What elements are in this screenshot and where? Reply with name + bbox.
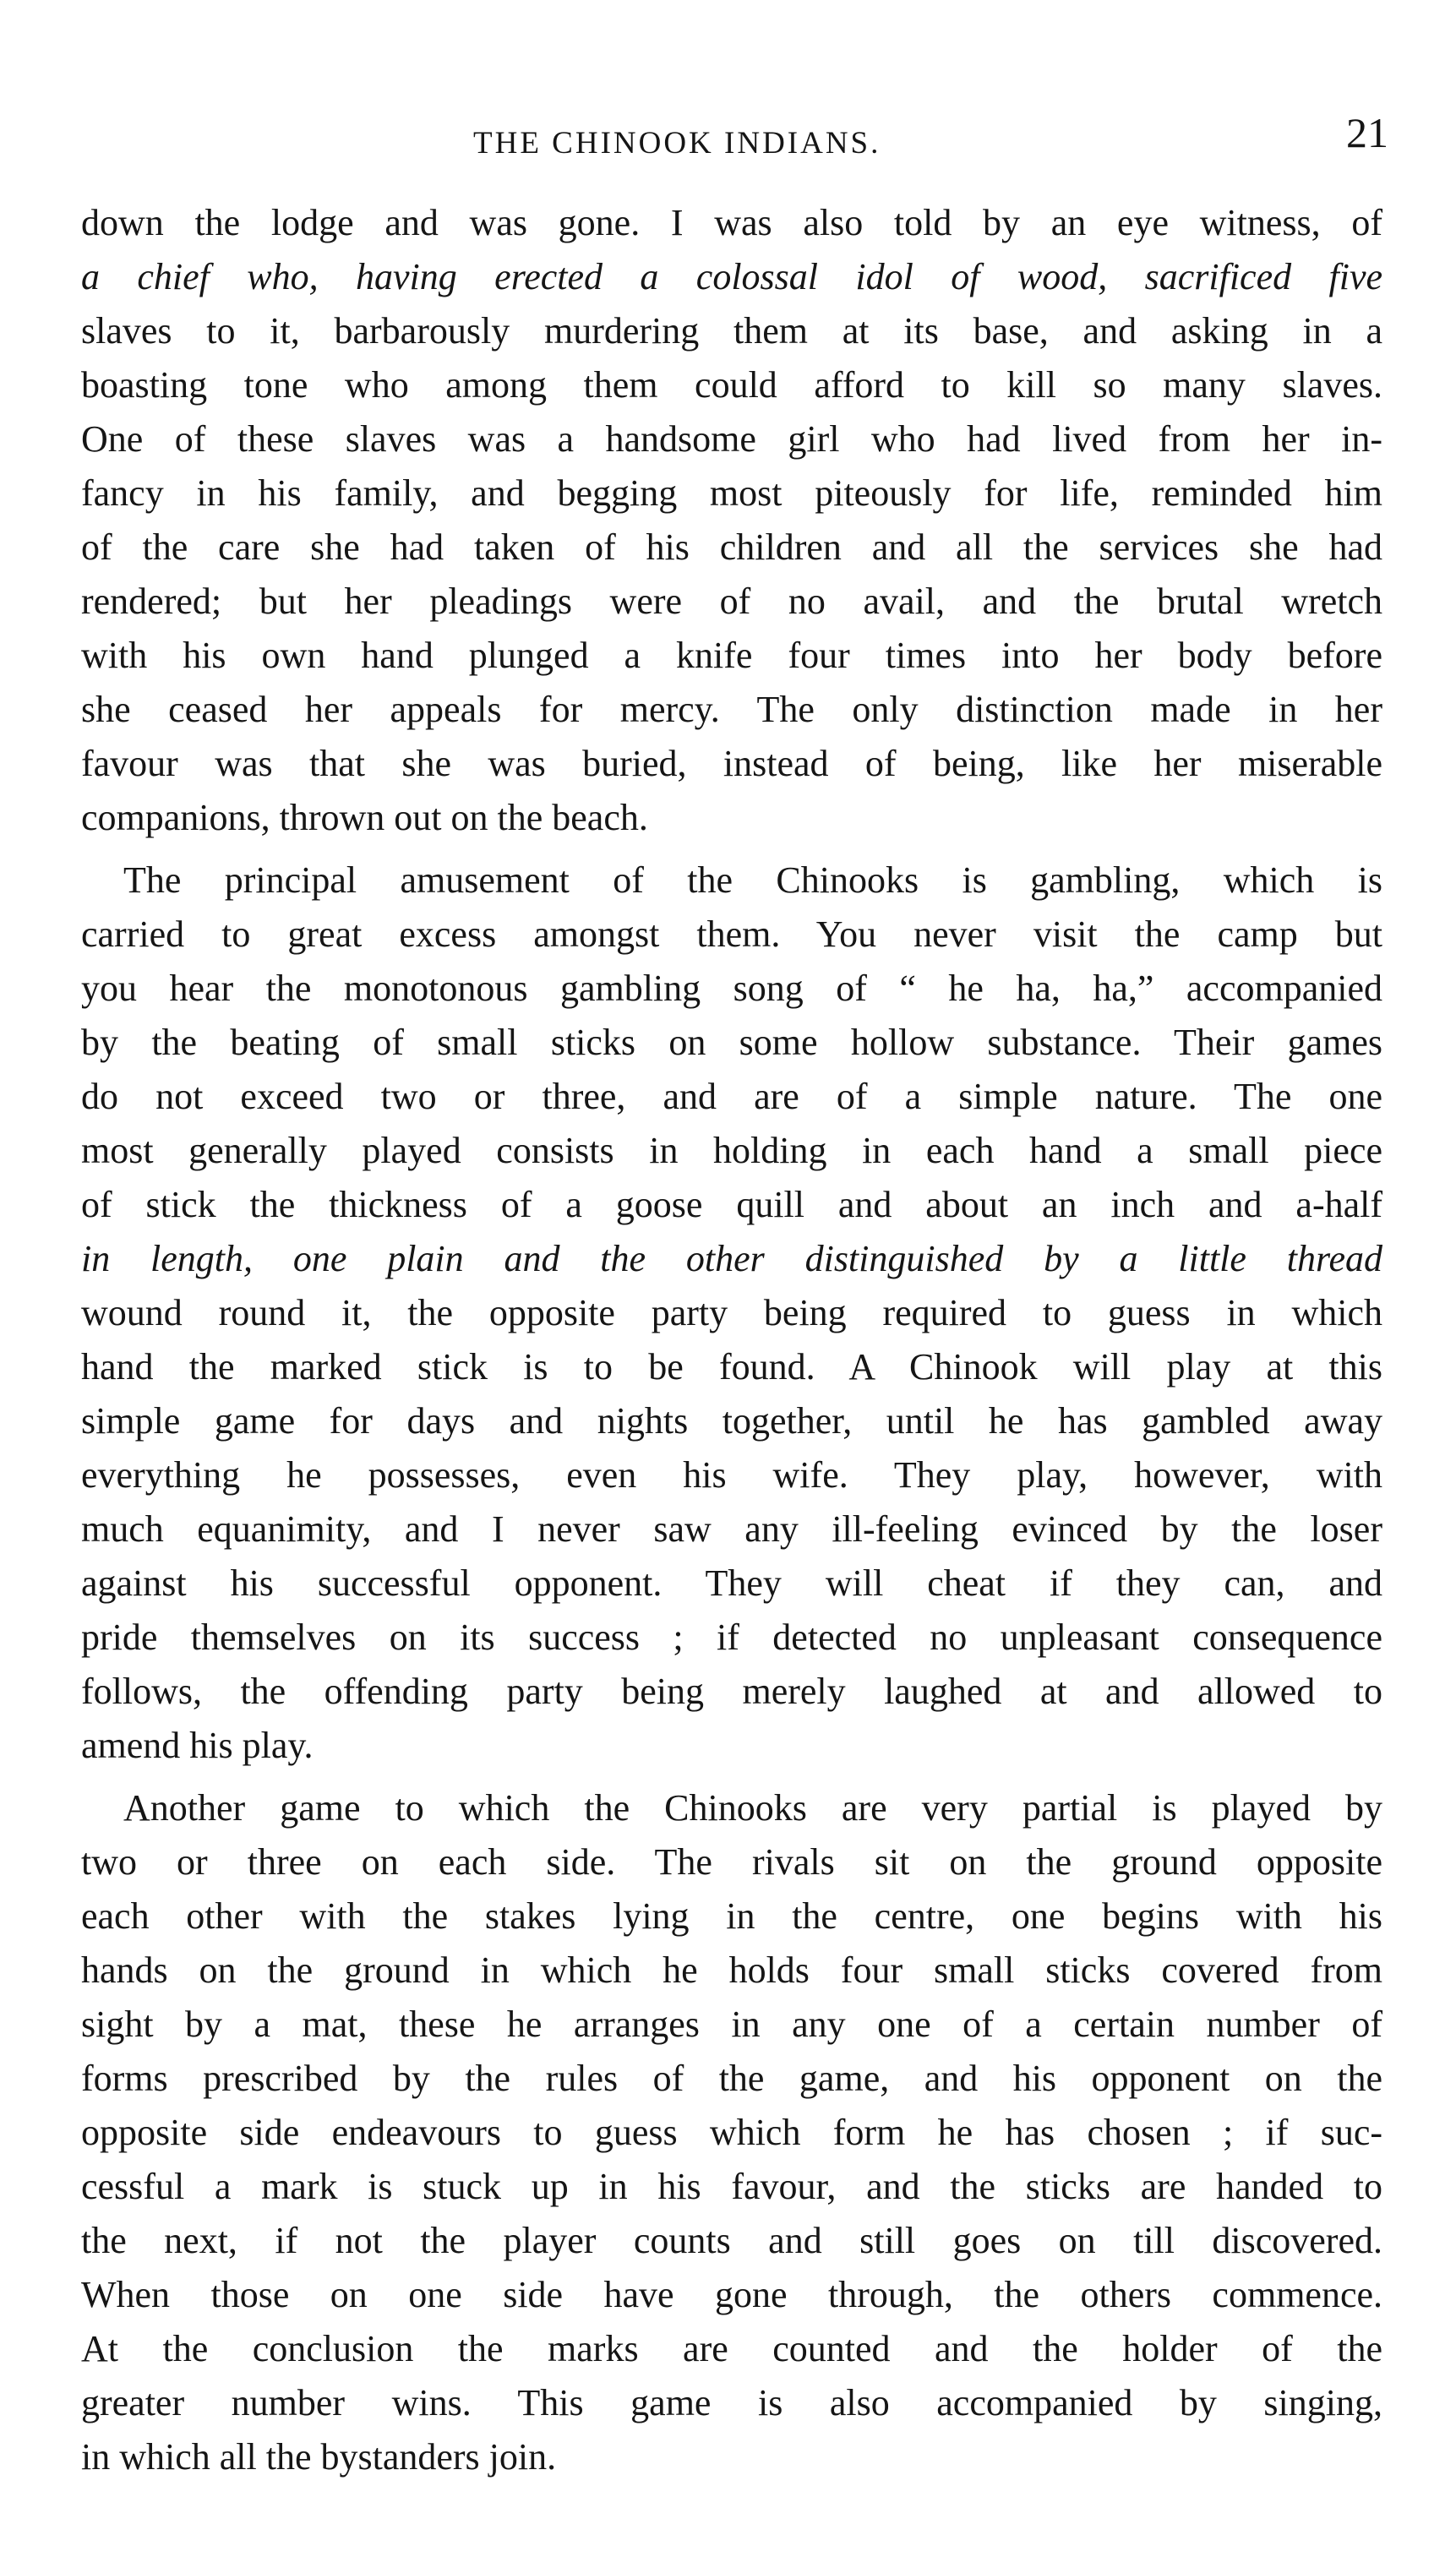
- text-line: wound round it, the opposite party being required to guess in which: [81, 1292, 1382, 1333]
- text-line: with his own hand plunged a knife four times into her body before: [81, 635, 1382, 676]
- running-title: THE CHINOOK INDIANS.: [473, 126, 881, 161]
- text-line: she ceased her appeals for mercy. The only distinction made in her: [81, 689, 1382, 730]
- text-line: favour was that she was buried, instead of being, like her miserable: [81, 743, 1382, 784]
- text-line: pride themselves on its success ; if detected no unpleasant consequence: [81, 1617, 1382, 1658]
- text-line: One of these slaves was a handsome girl who had lived from her in-: [81, 418, 1382, 460]
- text-line: When those on one side have gone through, the others commence.: [81, 2274, 1382, 2315]
- text-line: two or three on each side. The rivals sit on the ground opposite: [81, 1841, 1382, 1883]
- text-line: hand the marked stick is to be found. A Chinook will play at this: [81, 1346, 1382, 1388]
- text-line: each other with the stakes lying in the centre, one begins with his: [81, 1895, 1382, 1937]
- paragraph: [81, 196, 1382, 845]
- text-line: of the care she had taken of his children and all the services she had: [81, 526, 1382, 568]
- text-line: by the beating of small sticks on some hollow substance. Their games: [81, 1022, 1382, 1063]
- text-line: simple game for days and nights together, until he has gambled away: [81, 1400, 1382, 1442]
- text-line: the next, if not the player counts and still goes on till discovered.: [81, 2220, 1382, 2261]
- text-line: carried to great excess amongst them. You never visit the camp but: [81, 913, 1382, 955]
- text-line: fancy in his family, and begging most piteously for life, reminded him: [81, 472, 1382, 514]
- text-line: of stick the thickness of a goose quill and about an inch and a-half: [81, 1184, 1382, 1225]
- text-line: against his successful opponent. They will cheat if they can, and: [81, 1562, 1382, 1604]
- text-line: hands on the ground in which he holds four small sticks covered from: [81, 1949, 1382, 1991]
- text-line: in which all the bystanders join.: [81, 2436, 557, 2478]
- text-line: a chief who, having erected a colossal idol of wood, sacrificed five: [81, 256, 1382, 297]
- text-line: The principal amusement of the Chinooks is gambling, which is: [123, 859, 1382, 901]
- text-line: cessful a mark is stuck up in his favour, and the sticks are handed to: [81, 2166, 1382, 2207]
- text-line: do not exceed two or three, and are of a simple nature. The one: [81, 1076, 1382, 1117]
- text-line: follows, the offending party being merely laughed at and allowed to: [81, 1671, 1382, 1712]
- text-line: in length, one plain and the other distinguished by a little thread: [81, 1238, 1382, 1279]
- text-line: companions, thrown out on the beach.: [81, 797, 648, 838]
- text-line: Another game to which the Chinooks are very partial is played by: [123, 1787, 1382, 1829]
- text-line: At the conclusion the marks are counted and the holder of the: [81, 2328, 1382, 2369]
- text-line: you hear the monotonous gambling song of “ he ha, ha,” accompanied: [81, 968, 1382, 1009]
- text-line: amend his play.: [81, 1725, 314, 1766]
- text-line: most generally played consists in holding in each hand a small piece: [81, 1130, 1382, 1171]
- text-line: forms prescribed by the rules of the game, and his opponent on the: [81, 2058, 1382, 2099]
- body-text: [81, 196, 1382, 2484]
- text-line: greater number wins. This game is also accompanied by singing,: [81, 2382, 1382, 2423]
- page-number: 21: [1346, 109, 1388, 156]
- text-line: opposite side endeavours to guess which form he has chosen ; if suc-: [81, 2112, 1382, 2153]
- text-line: sight by a mat, these he arranges in any one of a certain number of: [81, 2004, 1382, 2045]
- text-line: boasting tone who among them could afford to kill so many slaves.: [81, 364, 1382, 406]
- text-line: everything he possesses, even his wife. They play, however, with: [81, 1454, 1382, 1496]
- text-line: slaves to it, barbarously murdering them at its base, and asking in a: [81, 310, 1382, 352]
- text-line: down the lodge and was gone. I was also told by an eye witness, of: [81, 202, 1382, 243]
- paragraph: [81, 1781, 1382, 2484]
- paragraph: [81, 853, 1382, 1773]
- text-line: rendered; but her pleadings were of no avail, and the brutal wretch: [81, 581, 1382, 622]
- text-line: much equanimity, and I never saw any ill-feeling evinced by the loser: [81, 1508, 1382, 1550]
